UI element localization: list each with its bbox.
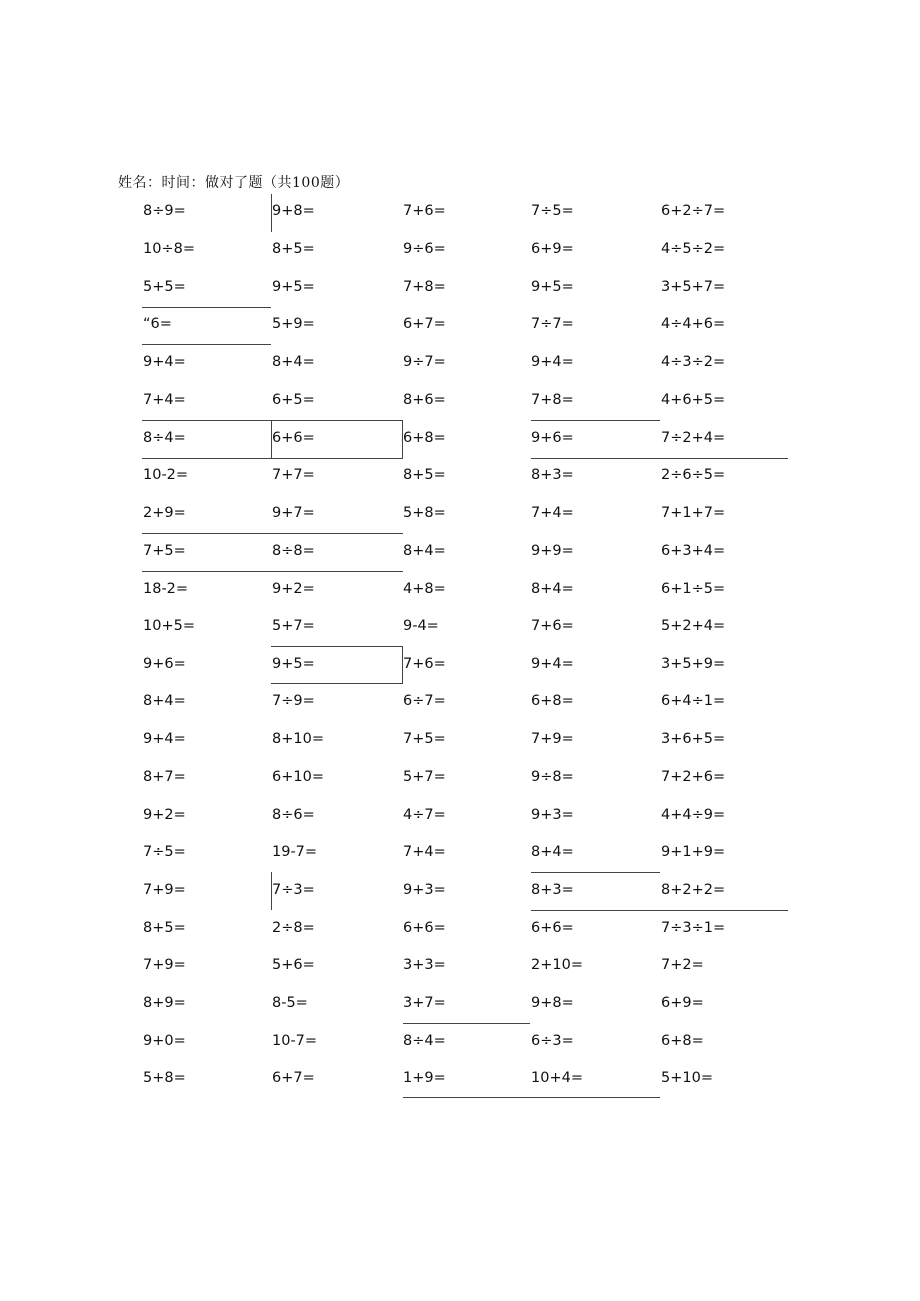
problem-item: 9+8=	[272, 203, 315, 219]
table-rule	[271, 872, 272, 910]
problem-item: 8+3=	[531, 467, 574, 483]
problem-item: 9+7=	[272, 505, 315, 521]
problem-item: 9+1+9=	[661, 844, 726, 860]
problem-item: 6÷7=	[403, 693, 446, 709]
problem-item: 7÷9=	[272, 693, 315, 709]
problem-item: 9+4=	[143, 731, 186, 747]
problem-item: 3+5+9=	[661, 656, 726, 672]
problem-item: 9-4=	[403, 618, 439, 634]
problem-item: 9+5=	[272, 656, 315, 672]
problem-item: 5+8=	[403, 505, 446, 521]
problem-item: 7+6=	[531, 618, 574, 634]
table-rule	[271, 420, 272, 458]
problem-item: 8+4=	[143, 693, 186, 709]
table-rule	[403, 1097, 660, 1098]
problem-item: 2+10=	[531, 957, 583, 973]
problem-item: 7+4=	[143, 392, 186, 408]
problem-item: 6+2÷7=	[661, 203, 726, 219]
problem-item: 7÷5=	[531, 203, 574, 219]
problem-item: 8+5=	[403, 467, 446, 483]
table-rule	[402, 420, 403, 458]
problem-item: 9+4=	[531, 354, 574, 370]
problem-item: 8+7=	[143, 769, 186, 785]
problem-item: 5+9=	[272, 316, 315, 332]
problem-item: 8+4=	[531, 581, 574, 597]
problem-item: 9+8=	[531, 995, 574, 1011]
problem-item: 5+10=	[661, 1070, 713, 1086]
problem-item: 10-7=	[272, 1033, 318, 1049]
problem-item: 19-7=	[272, 844, 318, 860]
problem-item: 9+6=	[143, 656, 186, 672]
problem-item: 4÷5÷2=	[661, 241, 726, 257]
problem-item: 7+6=	[403, 203, 446, 219]
problem-item: 10÷8=	[143, 241, 195, 257]
problem-item: 18-2=	[143, 581, 189, 597]
problem-item: 6+6=	[403, 920, 446, 936]
problem-item: 2÷6÷5=	[661, 467, 726, 483]
problem-item: 7+4=	[531, 505, 574, 521]
problem-item: 8+5=	[272, 241, 315, 257]
problem-item: 5+8=	[143, 1070, 186, 1086]
problem-item: 10-2=	[143, 467, 189, 483]
problem-item: 7÷2+4=	[661, 430, 726, 446]
problem-item: 8÷9=	[143, 203, 186, 219]
problem-item: 7+8=	[531, 392, 574, 408]
problem-item: 9+2=	[143, 807, 186, 823]
problem-item: 9+9=	[531, 543, 574, 559]
problem-item: 5+6=	[272, 957, 315, 973]
problem-item: 2÷8=	[272, 920, 315, 936]
problem-item: 6÷3=	[531, 1033, 574, 1049]
problem-item: 6+4÷1=	[661, 693, 726, 709]
problem-item: 7÷7=	[531, 316, 574, 332]
problem-item: 7+8=	[403, 279, 446, 295]
problem-item: 9+6=	[531, 430, 574, 446]
problem-item: 8÷6=	[272, 807, 315, 823]
table-rule	[402, 646, 403, 684]
problem-item: 9+3=	[531, 807, 574, 823]
problem-item: 10+5=	[143, 618, 195, 634]
problem-item: 8÷8=	[272, 543, 315, 559]
problem-item: 9+5=	[531, 279, 574, 295]
problem-item: 9+4=	[143, 354, 186, 370]
problem-item: 7+9=	[143, 957, 186, 973]
problem-item: 2+9=	[143, 505, 186, 521]
problem-item: 6+8=	[661, 1033, 704, 1049]
problem-item: 8+5=	[143, 920, 186, 936]
problem-item: 4÷4+6=	[661, 316, 726, 332]
problem-item: 7+9=	[143, 882, 186, 898]
problem-item: 7+2=	[661, 957, 704, 973]
problem-item: 7+4=	[403, 844, 446, 860]
problem-item: 8÷4=	[403, 1033, 446, 1049]
table-rule	[142, 307, 271, 308]
table-rule	[531, 872, 660, 873]
table-rule	[271, 646, 403, 647]
table-rule	[142, 458, 403, 459]
problem-item: 6+7=	[403, 316, 446, 332]
table-rule	[531, 458, 788, 459]
problem-item: 6+8=	[403, 430, 446, 446]
problem-item: 8+10=	[272, 731, 324, 747]
problem-item: 8+6=	[403, 392, 446, 408]
problem-item: 7+5=	[143, 543, 186, 559]
problem-item: 6+3+4=	[661, 543, 726, 559]
problem-item: 5+5=	[143, 279, 186, 295]
problem-item: 7+5=	[403, 731, 446, 747]
problem-item: 9+4=	[531, 656, 574, 672]
problem-item: 3+3=	[403, 957, 446, 973]
problem-item: 9+3=	[403, 882, 446, 898]
table-rule	[531, 910, 788, 911]
table-rule	[271, 194, 272, 232]
problem-item: 3+5+7=	[661, 279, 726, 295]
problem-item: 4÷7=	[403, 807, 446, 823]
problem-item: 5+2+4=	[661, 618, 726, 634]
problem-item: 8-5=	[272, 995, 308, 1011]
problem-item: 6+6=	[272, 430, 315, 446]
problem-item: 8+4=	[403, 543, 446, 559]
problem-item: 6+1÷5=	[661, 581, 726, 597]
problem-item: 7+1+7=	[661, 505, 726, 521]
problem-item: 6+10=	[272, 769, 324, 785]
problem-item: 8+9=	[143, 995, 186, 1011]
problem-item: 9+2=	[272, 581, 315, 597]
problem-item: 7+9=	[531, 731, 574, 747]
problem-item: 4+4÷9=	[661, 807, 726, 823]
problem-item: 9+0=	[143, 1033, 186, 1049]
table-rule	[142, 571, 403, 572]
table-rule	[142, 344, 271, 345]
table-rule	[142, 533, 403, 534]
table-rule	[142, 420, 403, 421]
problem-item: 1+9=	[403, 1070, 446, 1086]
problem-item: 9÷8=	[531, 769, 574, 785]
problem-item: 8+4=	[272, 354, 315, 370]
problem-item: 8+2+2=	[661, 882, 726, 898]
problem-item: 9÷7=	[403, 354, 446, 370]
problem-item: “6=	[143, 316, 172, 332]
problem-item: 6+5=	[272, 392, 315, 408]
problem-item: 3+7=	[403, 995, 446, 1011]
problem-item: 7+6=	[403, 656, 446, 672]
problem-item: 10+4=	[531, 1070, 583, 1086]
table-rule	[531, 420, 660, 421]
problem-item: 6+6=	[531, 920, 574, 936]
problem-item: 7÷5=	[143, 844, 186, 860]
table-rule	[403, 1023, 530, 1024]
problem-item: 6+8=	[531, 693, 574, 709]
problem-item: 5+7=	[272, 618, 315, 634]
problem-item: 6+9=	[661, 995, 704, 1011]
problem-item: 7÷3=	[272, 882, 315, 898]
table-rule	[271, 683, 403, 684]
problem-item: 6+7=	[272, 1070, 315, 1086]
problem-item: 4÷3÷2=	[661, 354, 726, 370]
problem-item: 9+5=	[272, 279, 315, 295]
problem-item: 4+6+5=	[661, 392, 726, 408]
problem-item: 7+7=	[272, 467, 315, 483]
problem-item: 8+3=	[531, 882, 574, 898]
worksheet-header: 姓名：时间：做对了题（共100题）	[118, 175, 350, 191]
problem-item: 7+2+6=	[661, 769, 726, 785]
problem-item: 6+9=	[531, 241, 574, 257]
problem-item: 3+6+5=	[661, 731, 726, 747]
problem-item: 9÷6=	[403, 241, 446, 257]
problem-item: 5+7=	[403, 769, 446, 785]
problem-item: 8+4=	[531, 844, 574, 860]
problem-item: 8÷4=	[143, 430, 186, 446]
problem-item: 4+8=	[403, 581, 446, 597]
problem-item: 7÷3÷1=	[661, 920, 726, 936]
